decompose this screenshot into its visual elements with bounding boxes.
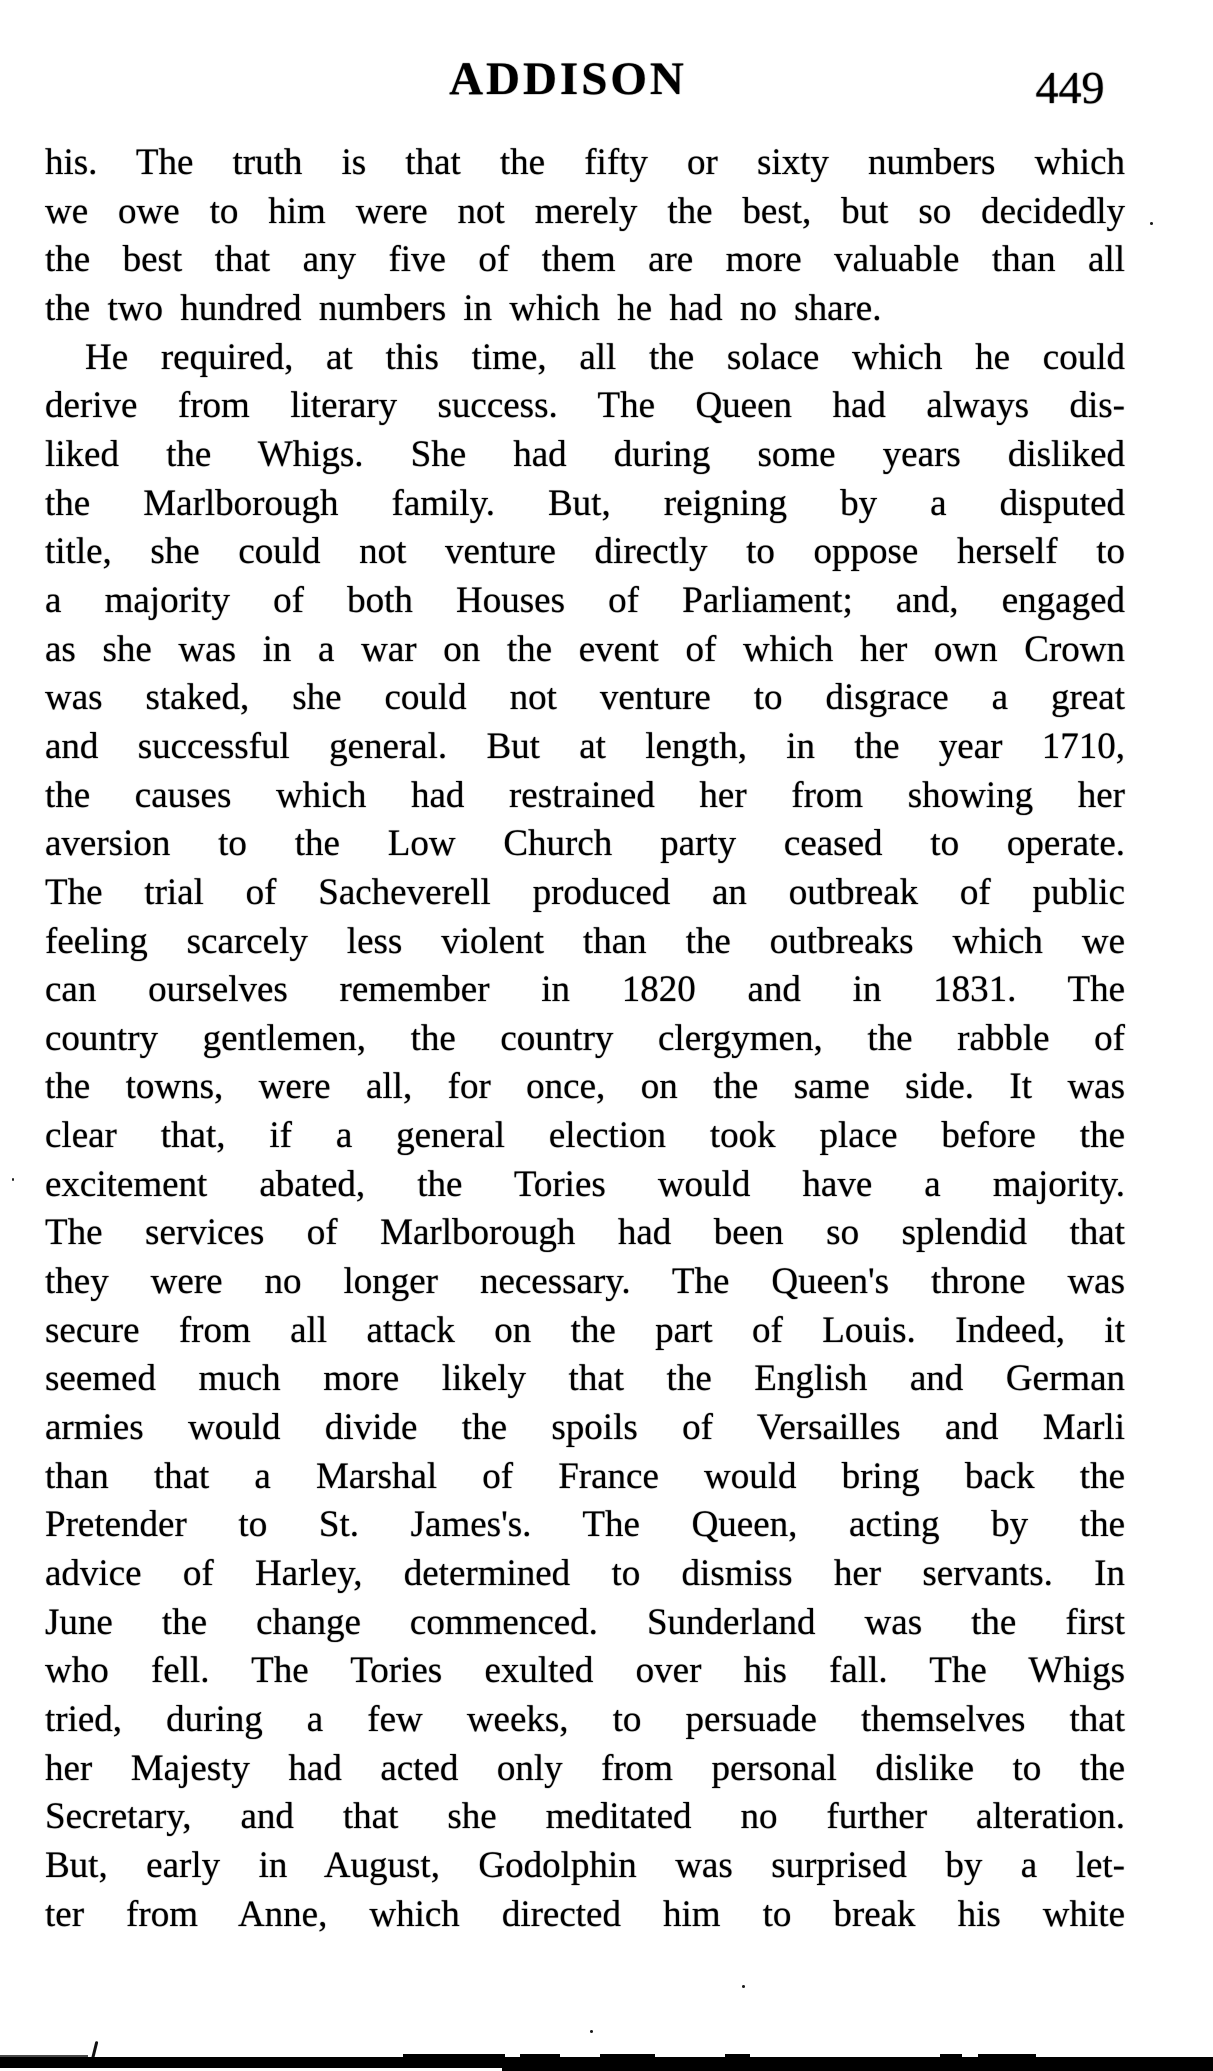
text-line: a majority of both Houses of Parliament; and, engaged xyxy=(45,579,1125,621)
text-line: the causes which had restrained her from showing her xyxy=(45,774,1125,816)
text-line: derive from literary success. The Queen had always dis- xyxy=(45,385,1125,427)
text-line: But, early in August, Godolphin was surprised by a let- xyxy=(45,1844,1125,1886)
text-line: Pretender to St. James's. The Queen, acting by the xyxy=(45,1504,1125,1546)
text-line: was staked, she could not venture to disgrace a great xyxy=(45,677,1125,719)
text-line: seemed much more likely that the English and German xyxy=(45,1358,1125,1400)
text-line: advice of Harley, determined to dismiss her servants. In xyxy=(45,1553,1125,1595)
body-text-block xyxy=(45,139,1125,1939)
text-line: than that a Marshal of France would bring back the xyxy=(45,1455,1125,1497)
text-line: secure from all attack on the part of Louis. Indeed, it xyxy=(45,1309,1125,1351)
text-line: who fell. The Tories exulted over his fall. The Whigs xyxy=(45,1650,1125,1692)
text-line: June the change commenced. Sunderland was the first xyxy=(45,1601,1125,1643)
text-line: armies would divide the spoils of Versailles and Marli xyxy=(45,1407,1125,1449)
page-number: 449 xyxy=(1035,62,1105,113)
text-line: ter from Anne, which directed him to break his white xyxy=(45,1893,1125,1935)
scan-speck xyxy=(742,1985,745,1988)
text-line: title, she could not venture directly to oppose herself to xyxy=(45,531,1125,573)
text-line: aversion to the Low Church party ceased to operate. xyxy=(45,823,1125,865)
text-line: tried, during a few weeks, to persuade themselves that xyxy=(45,1699,1125,1740)
running-head-title: ADDISON xyxy=(449,53,687,105)
text-line: liked the Whigs. She had during some years disliked xyxy=(45,433,1125,475)
text-line: excitement abated, the Tories would have a majority. xyxy=(45,1163,1125,1205)
text-line: and successful general. But at length, in the year 1710, xyxy=(45,725,1125,767)
text-line: we owe to him were not merely the best, but so decidedly xyxy=(45,190,1125,232)
text-line: his. The truth is that the fifty or sixty numbers which xyxy=(45,142,1125,183)
text-line: the best that any five of them are more valuable than all xyxy=(45,239,1125,281)
text-line: feeling scarcely less violent than the outbreaks which we xyxy=(45,920,1125,962)
text-line: the Marlborough family. But, reigning by a disputed xyxy=(45,482,1125,524)
text-line: The services of Marlborough had been so splendid that xyxy=(45,1212,1125,1254)
scan-speck xyxy=(590,2030,593,2033)
text-line: clear that, if a general election took place before the xyxy=(45,1115,1125,1157)
text-line: He required, at this time, all the solace which he could xyxy=(85,336,1125,378)
text-line: the two hundred numbers in which he had no share. xyxy=(45,287,882,329)
text-line: they were no longer necessary. The Queen's throne was xyxy=(45,1261,1125,1303)
scan-speck xyxy=(12,1178,14,1181)
text-line: country gentlemen, the country clergymen, the rabble of xyxy=(45,1017,1125,1059)
text-line: as she was in a war on the event of which her own Crown xyxy=(45,628,1125,670)
text-line: the towns, were all, for once, on the same side. It was xyxy=(45,1066,1125,1108)
scan-speck xyxy=(1150,222,1153,225)
text-line: her Majesty had acted only from personal dislike to the xyxy=(45,1747,1125,1789)
text-line: Secretary, and that she meditated no further alteration. xyxy=(45,1796,1125,1838)
text-line: The trial of Sacheverell produced an outbreak of public xyxy=(45,871,1125,913)
text-line: can ourselves remember in 1820 and in 1831. The xyxy=(45,969,1125,1011)
